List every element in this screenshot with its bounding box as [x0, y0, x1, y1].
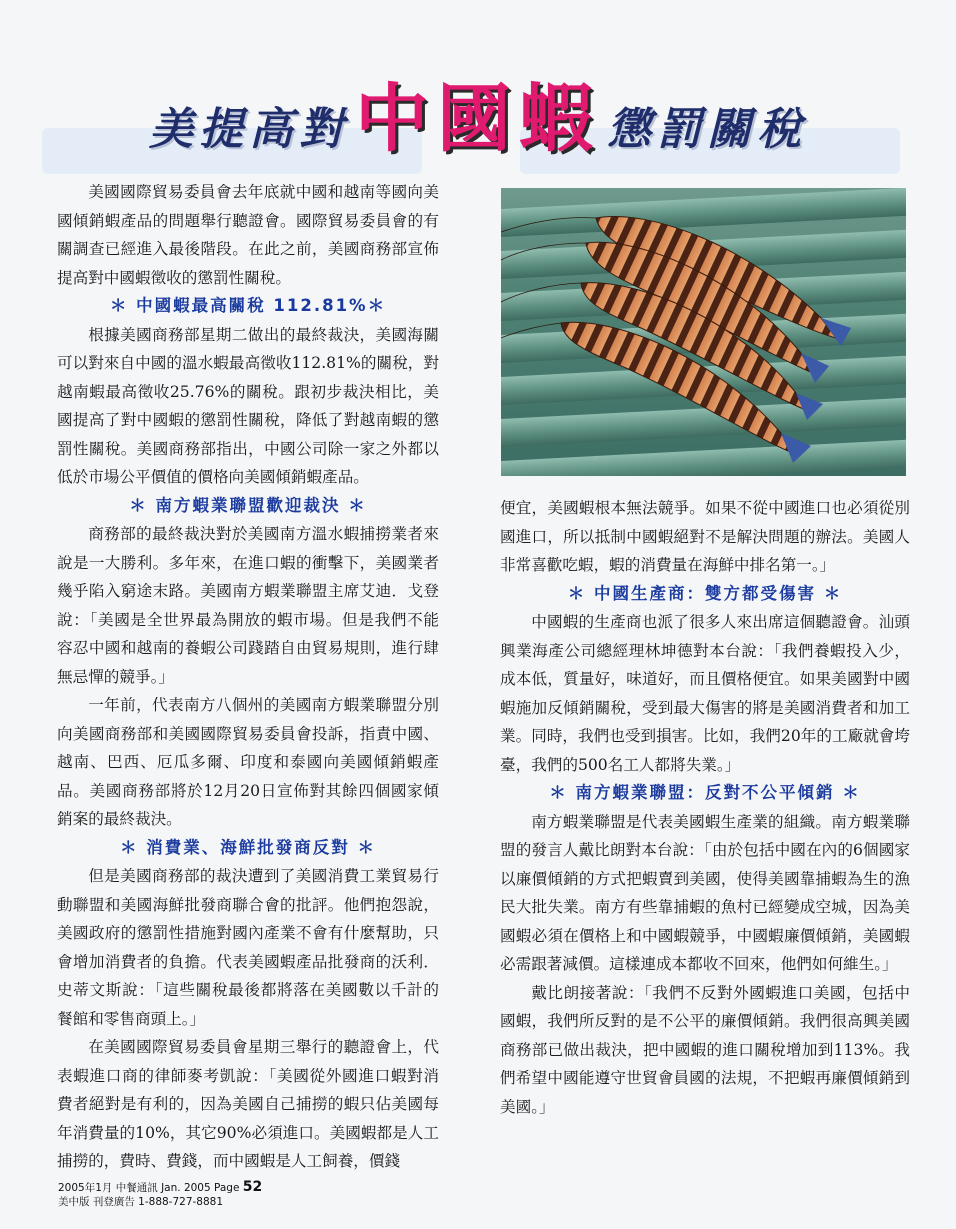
title-suffix: 懲罰關稅	[607, 104, 807, 155]
footer-line	[58, 1180, 262, 1195]
paragraph: 一年前，代表南方八個州的美國南方蝦業聯盟分別向美國商務部和美國國際貿易委員會投訴，指責中國、越南、巴西、厄瓜多爾、印度和泰國向美國傾銷蝦產品。美國商務部將於12月20日宣佈對其餘四個國家傾銷案的最終裁決。	[57, 696, 439, 828]
paragraph: 根據美國商務部星期二做出的最終裁決，美國海關可以對來自中國的溫水蝦最高徵收112.81%的關稅，對越南蝦最高徵收25.76%的關稅。跟初步裁決相比，美國提高了對中國蝦的懲罰性關稅，降低了對越南蝦的懲罰性關稅。美國商務部指出，中國公司除一家之外都以低於市場公平價值的價格向美國傾銷蝦產品。	[57, 325, 439, 486]
shrimp-photo	[501, 188, 906, 476]
section-heading: ＊ 中國蝦最高關稅 112.81%＊	[109, 296, 387, 315]
footer-advert-line: 美中版 刊登廣告 1-888-727-8881	[58, 1196, 224, 1208]
paragraph: 商務部的最終裁決對於美國南方溫水蝦捕撈業者來說是一大勝利。多年來，在進口蝦的衝擊下，美國業者幾乎陷入窮途末路。美國南方蝦業聯盟主席艾迪．戈登說：「美國是全世界最為開放的蝦市場。但是我們不能容忍中國和越南的養蝦公司踐踏自由貿易規則，進行肆無忌憚的競爭。」	[57, 525, 439, 686]
left-column	[57, 178, 439, 1176]
right-column	[500, 494, 910, 1121]
section-heading: ＊ 消費業、海鮮批發商反對 ＊	[120, 837, 376, 857]
article-title	[0, 60, 956, 166]
page-number: 52	[242, 1179, 263, 1195]
paragraph: 南方蝦業聯盟是代表美國蝦生產業的組織。南方蝦業聯盟的發言人戴比朗對本台說：「由於包括中國在內的6個國家以廉價傾銷的方式把蝦賣到美國，使得美國靠捕蝦為生的漁民大批失業。南方有些靠捕蝦的魚村已經變成空城，因為美國蝦必須在價格上和中國蝦競爭，中國蝦廉價傾銷，美國蝦必需跟著減價。這樣連成本都收不回來，他們如何維生。」	[500, 812, 910, 973]
shrimp-antennae	[501, 218, 596, 338]
footer-issue: 2005年1月 中餐通訊 Jan. 2005 Page	[58, 1182, 240, 1194]
title-prefix: 美提高對	[149, 104, 349, 155]
paragraph: 在美國國際貿易委員會星期三舉行的聽證會上，代表蝦進口商的律師麥考凱說：「美國從外國進口蝦對消費者絕對是有利的，因為美國自己捕撈的蝦只佔美國每年消費量的10%，其它90%必須進口。美國蝦都是人工捕撈的，費時、費錢，而中國蝦是人工飼養，價錢	[57, 1038, 439, 1170]
section-heading: ＊ 中國生產商：雙方都受傷害 ＊	[567, 583, 843, 603]
page-footer	[58, 1180, 262, 1209]
paragraph: 便宜，美國蝦根本無法競爭。如果不從中國進口也必須從別國進口，所以抵制中國蝦絕對不是解決問題的辦法。美國人非常喜歡吃蝦，蝦的消費量在海鮮中排名第一。」	[500, 499, 910, 574]
shrimp-illustration	[501, 188, 906, 476]
paragraph: 中國蝦的生產商也派了很多人來出席這個聽證會。汕頭興業海產公司總經理林坤德對本台說：「我們養蝦投入少，成本低，質量好，味道好，而且價格便宜。如果美國對中國蝦施加反傾銷關稅，受到最大傷害的將是美國消費者和加工業。同時，我們也受到損害。比如，我們20年的工廠就會垮臺，我們的500名工人都將失業。」	[500, 613, 910, 774]
paragraph: 戴比朗接著說：「我們不反對外國蝦進口美國，包括中國蝦，我們所反對的是不公平的廉價傾銷。我們很高興美國商務部已做出裁決，把中國蝦的進口關稅增加到113%。我們希望中國能遵守世貿會員國的法規，不把蝦再廉價傾銷到美國。」	[500, 983, 910, 1116]
section-heading: ＊ 南方蝦業聯盟：反對不公平傾銷 ＊	[549, 783, 861, 802]
intro-paragraph: 美國國際貿易委員會去年底就中國和越南等國向美國傾銷蝦產品的問題舉行聽證會。國際貿易委員會的有關調查已經進入最後階段。在此之前，美國商務部宣佈提高對中國蝦徵收的懲罰性關稅。	[57, 183, 439, 287]
paragraph: 但是美國商務部的裁決遭到了美國消費工業貿易行動聯盟和美國海鮮批發商聯合會的批評。他們抱怨說，美國政府的懲罰性措施對國內產業不會有什麼幫助，只會增加消費者的負擔。代表美國蝦產品批發商的沃利．史蒂文斯說：「這些關稅最後都將落在美國數以千計的餐館和零售商頭上。」	[57, 867, 439, 1028]
section-heading: ＊ 南方蝦業聯盟歡迎裁決 ＊	[129, 495, 367, 515]
title-highlight: 中國蝦	[355, 76, 601, 162]
